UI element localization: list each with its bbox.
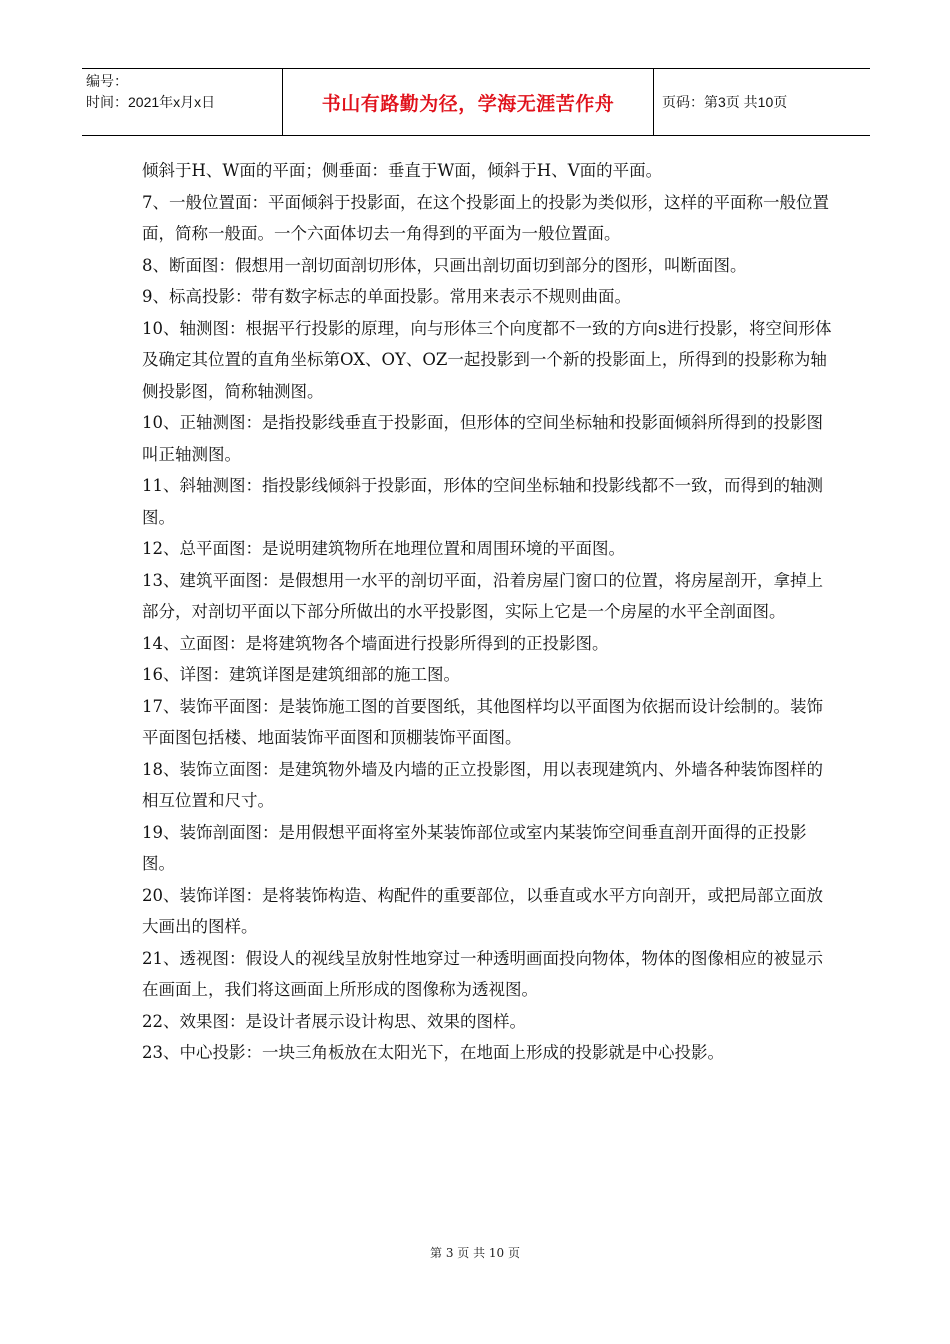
header-info — [82, 69, 282, 135]
paragraph: 23、中心投影：一块三角板放在太阳光下，在地面上形成的投影就是中心投影。 — [142, 1043, 724, 1062]
paragraph: 12、总平面图：是说明建筑物所在地理位置和周围环境的平面图。 — [142, 539, 625, 558]
paragraph: 10、轴测图：根据平行投影的原理，向与形体三个向度都不一致的方向s进行投影，将空间形体及确定其位置的直角坐标第OX、OY、OZ一起投影到一个新的投影面上，所得到的投影称为轴侧投影图，简称轴测图。 — [142, 318, 832, 401]
paragraph: 14、立面图：是将建筑物各个墙面进行投影所得到的正投影图。 — [142, 633, 609, 653]
header-page-label: 页码：第3页 共10页 — [662, 94, 788, 110]
paragraph: 19、装饰剖面图：是用假想平面将室外某装饰部位或室内某装饰空间垂直剖开面得的正投影图。 — [142, 822, 807, 873]
document-body — [142, 155, 832, 1069]
paragraph: 18、装饰立面图：是建筑物外墙及内墙的正立投影图，用以表现建筑内、外墙各种装饰图样的相互位置和尺寸。 — [142, 759, 823, 810]
paragraph: 7、一般位置面：平面倾斜于投影面，在这个投影面上的投影为类似形，这样的平面称一般位置面，简称一般面。一个六面体切去一角得到的平面为一般位置面。 — [142, 192, 829, 243]
paragraph: 10、正轴测图：是指投影线垂直于投影面，但形体的空间坐标轴和投影面倾斜所得到的投影图叫正轴测图。 — [142, 413, 823, 464]
paragraph: 16、详图：建筑详图是建筑细部的施工图。 — [142, 665, 460, 684]
date-label: 时间：2021年x月x日 — [86, 94, 216, 110]
paragraph: 13、建筑平面图：是假想用一水平的剖切平面，沿着房屋门窗口的位置，将房屋剖开，拿掉上部分，对剖切平面以下部分所做出的水平投影图，实际上它是一个房屋的水平全剖面图。 — [142, 570, 823, 621]
paragraph: 8、断面图：假想用一剖切面剖切形体，只画出剖切面切到部分的图形，叫断面图。 — [142, 255, 747, 275]
header-motto: 书山有路勤为径，学海无涯苦作舟 — [282, 69, 654, 135]
serial-label: 编号： — [86, 73, 128, 89]
paragraph: 倾斜于H、W面的平面；侧垂面：垂直于W面，倾斜于H、V面的平面。 — [142, 161, 663, 180]
paragraph: 17、装饰平面图：是装饰施工图的首要图纸，其他图样均以平面图为依据而设计绘制的。装饰平面图包括楼、地面装饰平面图和顶棚装饰平面图。 — [142, 696, 823, 747]
paragraph: 9、标高投影：带有数字标志的单面投影。常用来表示不规则曲面。 — [142, 287, 631, 306]
page-header — [82, 68, 870, 136]
paragraph: 11、斜轴测图：指投影线倾斜于投影面，形体的空间坐标轴和投影线都不一致，而得到的轴测图。 — [142, 476, 823, 527]
paragraph: 21、透视图：假设人的视线呈放射性地穿过一种透明画面投向物体，物体的图像相应的被显示在画面上，我们将这画面上所形成的图像称为透视图。 — [142, 948, 823, 999]
page-footer: 第 3 页 共 10 页 — [430, 1246, 520, 1260]
paragraph: 22、效果图：是设计者展示设计构思、效果的图样。 — [142, 1011, 526, 1031]
paragraph: 20、装饰详图：是将装饰构造、构配件的重要部位，以垂直或水平方向剖开，或把局部立面放大画出的图样。 — [142, 885, 823, 936]
